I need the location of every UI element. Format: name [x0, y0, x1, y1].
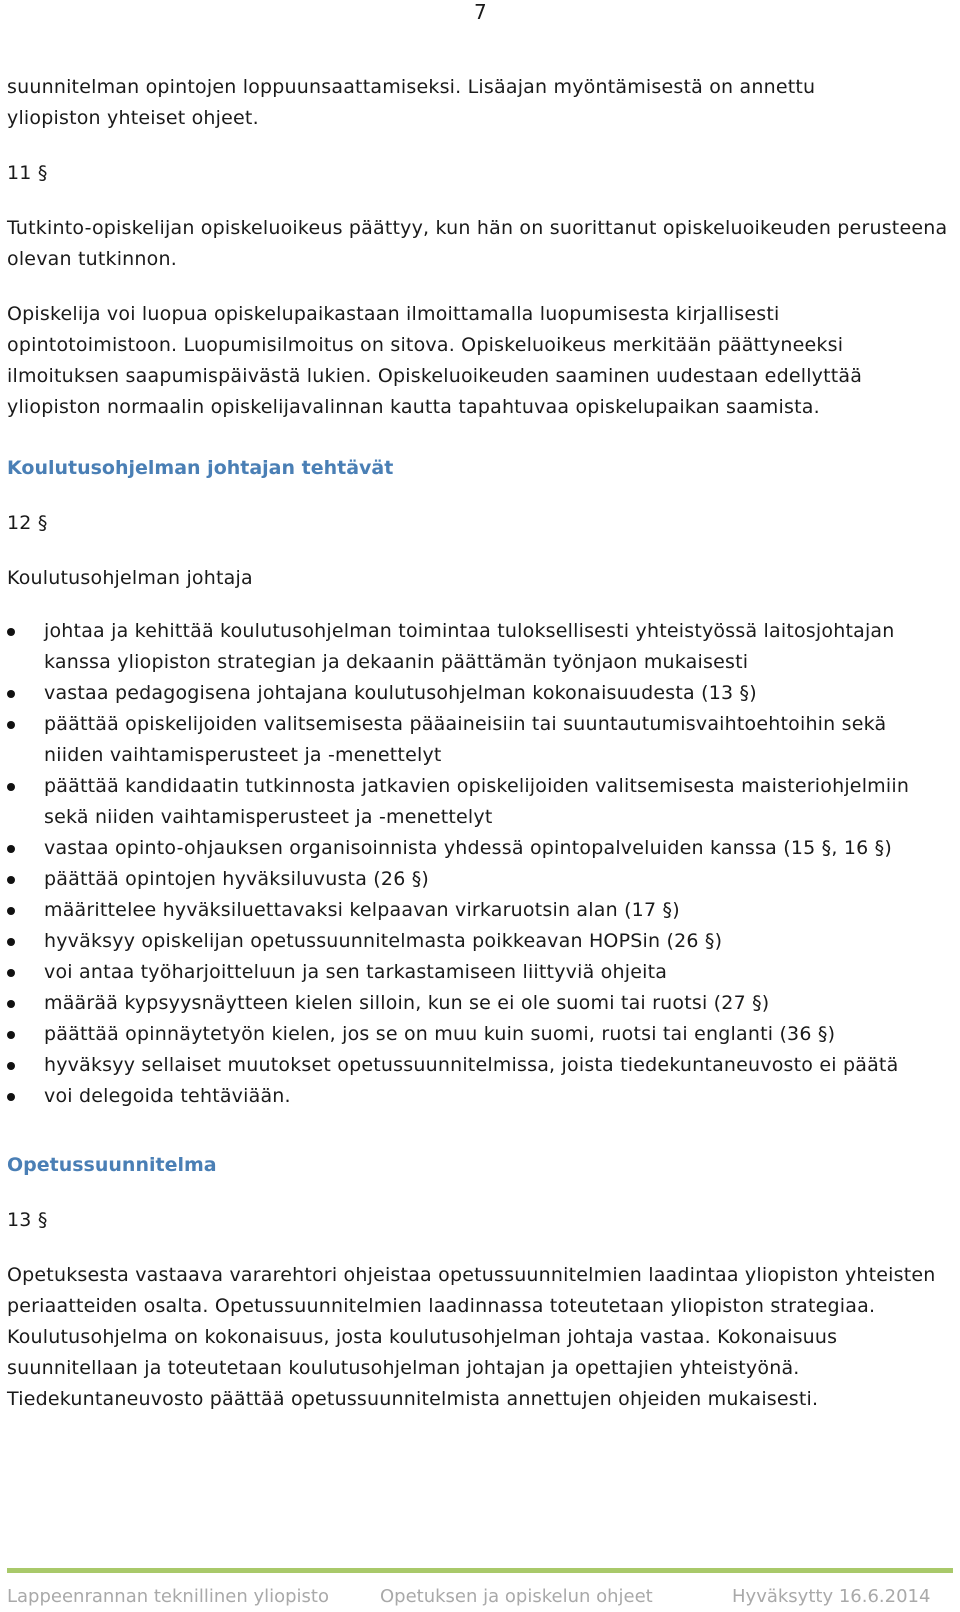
footer-approval-date: Hyväksytty 16.6.2014: [732, 1586, 931, 1607]
bullet-icon: [7, 721, 15, 729]
bullet-icon: [7, 1093, 15, 1101]
intro-line-1: suunnitelman opintojen loppuunsaattamiseksi. Lisäajan myöntämisestä on annettu: [7, 76, 816, 98]
list-item: voi antaa työharjoitteluun ja sen tarkastamiseen liittyviä ohjeita: [7, 957, 952, 988]
list-item: päättää opinnäytetyön kielen, jos se on muu kuin suomi, ruotsi tai englanti (36 §): [7, 1019, 952, 1050]
bullet-icon: [7, 938, 15, 946]
bullet-icon: [7, 628, 15, 636]
page-number: 7: [474, 0, 487, 24]
document-body: [7, 72, 952, 1415]
section-12-lead: Koulutusohjelman johtaja: [7, 567, 253, 589]
bullet-icon: [7, 1031, 15, 1039]
list-item: määrittelee hyväksiluettavaksi kelpaavan virkaruotsin alan (17 §): [7, 895, 952, 926]
bullet-icon: [7, 783, 15, 791]
intro-line-2: yliopiston yhteiset ohjeet.: [7, 107, 259, 129]
footer-university: Lappeenrannan teknillinen yliopisto: [7, 1586, 329, 1607]
section-13-paragraph-1: Opetuksesta vastaava vararehtori ohjeistaa opetussuunnitelmien laadintaa yliopiston yhteisten periaatteiden osalta. Opetussuunnitelmien laadinnassa toteutetaan yliopiston strategiaa. Koulutusohjelma on kokonaisuus, josta koulutusohjelman johtaja vastaa. Kokonaisuus suunnitellaan ja toteutetaan koulutusohjelman johtajan ja opettajien yhteistyönä. Tiedekuntaneuvosto päättää opetussuunnitelmista annettujen ohjeiden mukaisesti.: [7, 1264, 936, 1410]
list-item: hyväksyy sellaiset muutokset opetussuunnitelmissa, joista tiedekuntaneuvosto ei päätä: [7, 1050, 952, 1081]
bullet-icon: [7, 1000, 15, 1008]
list-item: vastaa opinto-ohjauksen organisoinnista yhdessä opintopalveluiden kanssa (15 §, 16 §): [7, 833, 952, 864]
list-item: hyväksyy opiskelijan opetussuunnitelmasta poikkeavan HOPSin (26 §): [7, 926, 952, 957]
section-12-number: 12 §: [7, 512, 48, 534]
list-item: määrää kypsyysnäytteen kielen silloin, kun se ei ole suomi tai ruotsi (27 §): [7, 988, 952, 1019]
footer-divider: [7, 1568, 953, 1573]
bullet-icon: [7, 969, 15, 977]
section-13-number: 13 §: [7, 1209, 48, 1231]
section-13-heading: Opetussuunnitelma: [7, 1154, 217, 1176]
list-item: johtaa ja kehittää koulutusohjelman toimintaa tuloksellisesti yhteistyössä laitosjohtajan kanssa yliopiston strategian ja dekaanin päättämän työnjaon mukaisesti: [7, 616, 952, 678]
list-item: päättää opintojen hyväksiluvusta (26 §): [7, 864, 952, 895]
footer-document-title: Opetuksen ja opiskelun ohjeet: [380, 1586, 653, 1607]
duties-list: [7, 616, 952, 1112]
section-11-paragraph-1: Tutkinto-opiskelijan opiskeluoikeus päättyy, kun hän on suorittanut opiskeluoikeuden perusteena olevan tutkinnon.: [7, 217, 948, 270]
bullet-icon: [7, 690, 15, 698]
bullet-icon: [7, 907, 15, 915]
bullet-icon: [7, 845, 15, 853]
list-item: päättää opiskelijoiden valitsemisesta pääaineisiin tai suuntautumisvaihtoehtoihin sekä niiden vaihtamisperusteet ja -menettelyt: [7, 709, 952, 771]
bullet-icon: [7, 876, 15, 884]
page-footer: [7, 1586, 953, 1610]
list-item: päättää kandidaatin tutkinnosta jatkavien opiskelijoiden valitsemisesta maisteriohjelmiin sekä niiden vaihtamisperusteet ja -menettelyt: [7, 771, 952, 833]
section-11-paragraph-2: Opiskelija voi luopua opiskelupaikastaan ilmoittamalla luopumisesta kirjallisesti opintotoimistoon. Luopumisilmoitus on sitova. Opiskeluoikeus merkitään päättyneeksi ilmoituksen saapumispäivästä lukien. Opiskeluoikeuden saaminen uudestaan edellyttää yliopiston normaalin opiskelijavalinnan kautta tapahtuvaa opiskelupaikan saamista.: [7, 303, 863, 418]
list-item: voi delegoida tehtäviään.: [7, 1081, 952, 1112]
section-11-number: 11 §: [7, 162, 48, 184]
section-12-heading: Koulutusohjelman johtajan tehtävät: [7, 457, 394, 479]
bullet-icon: [7, 1062, 15, 1070]
list-item: vastaa pedagogisena johtajana koulutusohjelman kokonaisuudesta (13 §): [7, 678, 952, 709]
